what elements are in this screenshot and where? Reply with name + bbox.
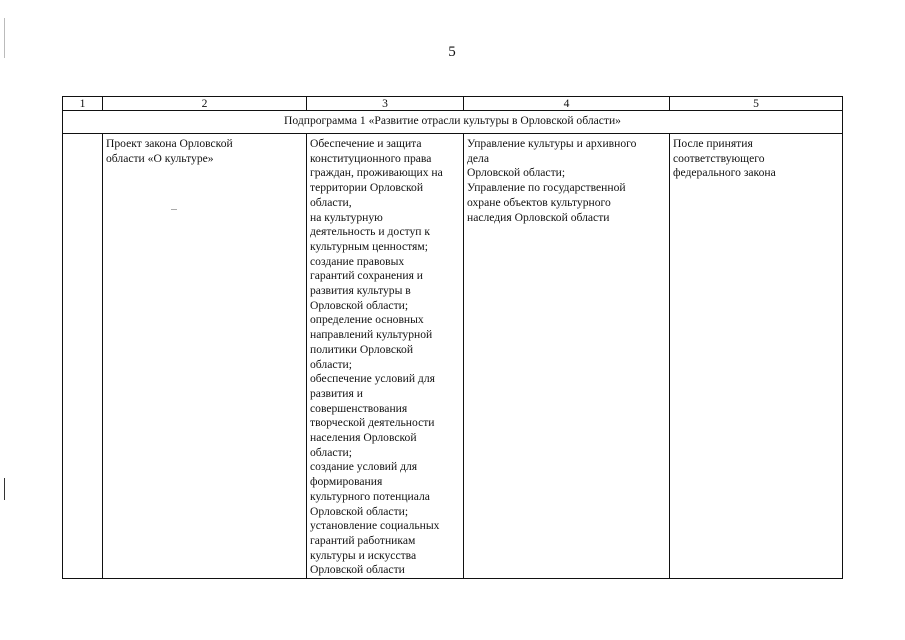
column-number-row [63, 97, 843, 111]
responsible-line: охране объектов культурного [467, 195, 611, 209]
table-row [63, 134, 843, 579]
cell-deadline [670, 134, 843, 579]
program-table-wrapper [62, 96, 843, 579]
margin-mark [4, 478, 5, 500]
purpose-line: Обеспечение и защита [310, 137, 422, 150]
purpose-line: развития культуры в [310, 284, 411, 298]
purpose-line: населения Орловской [310, 431, 417, 445]
responsible-line: Управление по государственной [467, 181, 626, 195]
deadline-line: соответствующего [673, 151, 765, 165]
column-number-1: 1 [63, 97, 103, 111]
purpose-line: обеспечение условий для [310, 372, 435, 386]
subprogram-row [63, 111, 843, 134]
purpose-line: развития и [310, 386, 363, 400]
responsible-line: дела [467, 151, 489, 165]
scan-edge-mark [4, 18, 5, 58]
responsible-line: Орловской области; [467, 166, 566, 180]
cell-responsible [464, 134, 670, 579]
purpose-line: направлений культурной [310, 328, 433, 342]
purpose-line: конституционного права [310, 151, 432, 165]
purpose-line: на культурную [310, 210, 383, 224]
purpose-line: области; [310, 445, 352, 459]
purpose-line: совершенствования [310, 401, 408, 415]
purpose-line: Орловской области; [310, 298, 409, 312]
responsible-line: наследия Орловской области [467, 210, 610, 224]
purpose-line: культурного потенциала [310, 489, 430, 503]
purpose-line: установление социальных [310, 519, 440, 533]
document-line: Проект закона Орловской [106, 137, 233, 150]
cell-number [63, 134, 103, 579]
purpose-line: создание условий для [310, 460, 418, 474]
purpose-line: области, [310, 195, 352, 209]
deadline-line: После принятия [673, 137, 753, 150]
purpose-line: гарантий сохранения и [310, 269, 424, 283]
column-number-3: 3 [307, 97, 464, 111]
purpose-line: граждан, проживающих на [310, 166, 443, 180]
purpose-line: деятельность и доступ к [310, 225, 431, 239]
column-number-4: 4 [464, 97, 670, 111]
cell-purpose [307, 134, 464, 579]
program-table [62, 96, 843, 579]
purpose-line: области; [310, 357, 352, 371]
purpose-line: определение основных [310, 313, 424, 327]
purpose-line: гарантий работникам [310, 533, 416, 547]
purpose-line: Орловской области [310, 563, 405, 577]
document-line: области «О культуре» [106, 151, 214, 165]
deadline-line: федерального закона [673, 166, 776, 180]
responsible-line: Управление культуры и архивного [467, 137, 637, 150]
cell-document [103, 134, 307, 579]
subprogram-title: Подпрограмма 1 «Развитие отрасли культуры в Орловской области» [63, 111, 843, 134]
purpose-line: формирования [310, 475, 383, 489]
column-number-2: 2 [103, 97, 307, 111]
page-number: 5 [448, 44, 456, 60]
purpose-line: культурным ценностям; [310, 239, 428, 253]
purpose-line: создание правовых [310, 254, 405, 268]
purpose-line: творческой деятельности [310, 416, 435, 430]
column-number-5: 5 [670, 97, 843, 111]
purpose-line: политики Орловской [310, 342, 414, 356]
scan-speck [171, 209, 177, 210]
purpose-line: территории Орловской [310, 181, 424, 195]
purpose-line: культуры и искусства [310, 548, 417, 562]
purpose-line: Орловской области; [310, 504, 409, 518]
